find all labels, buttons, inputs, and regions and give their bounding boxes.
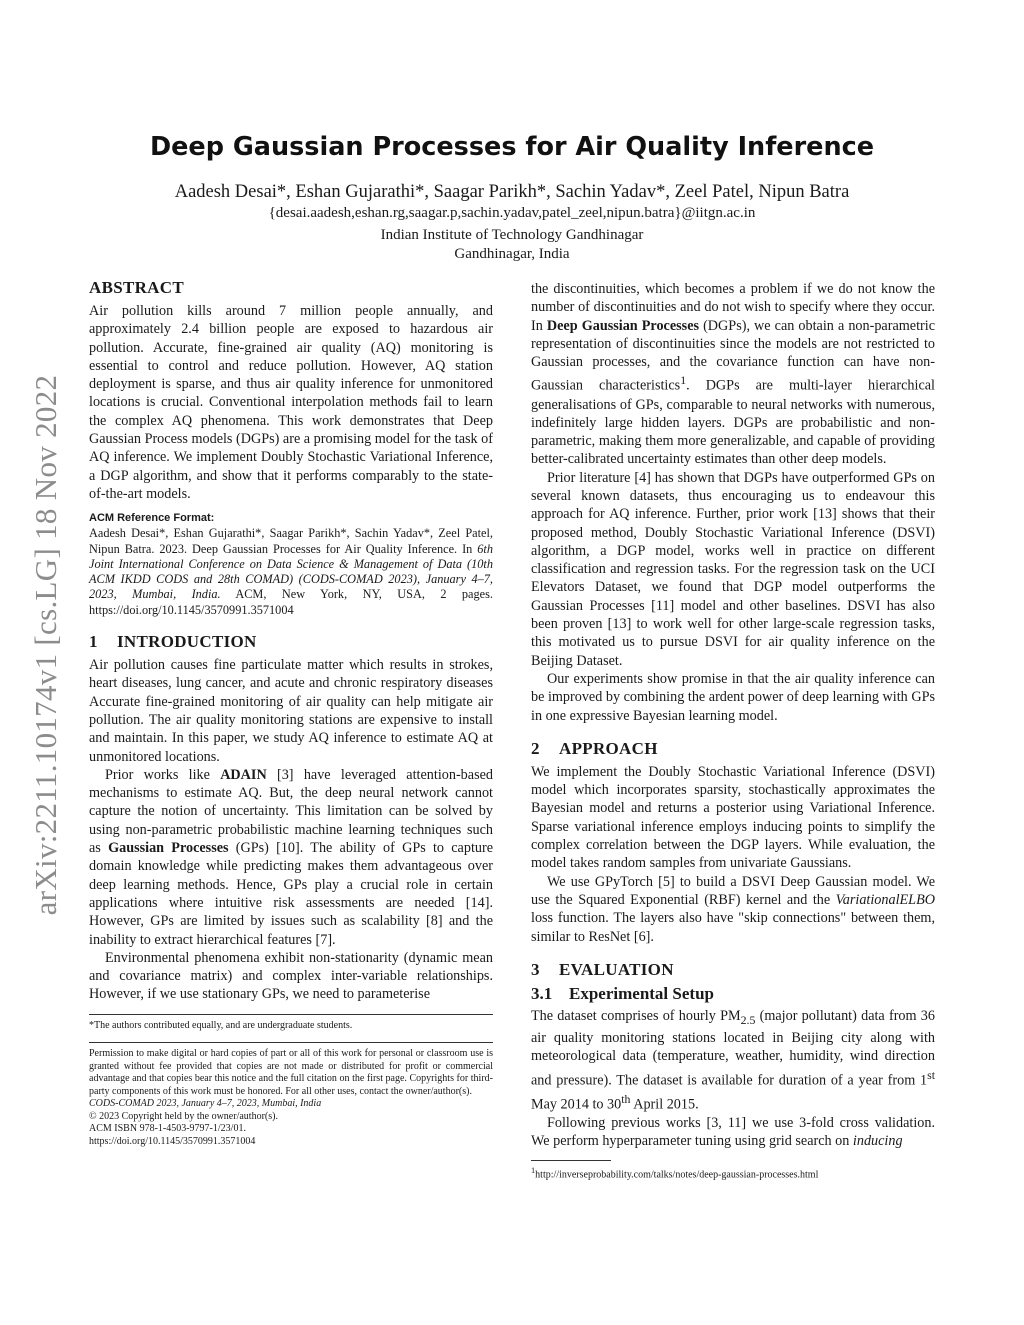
- location: Gandhinagar, India: [454, 246, 570, 262]
- isbn-line: ACM ISBN 978-1-4503-9797-1/23/01.: [89, 1123, 246, 1135]
- abstract-heading: ABSTRACT: [89, 278, 184, 297]
- ordinal-st: st: [927, 1067, 935, 1082]
- acm-reference-publisher: ACM, New York, NY, USA, 2 pages. https://doi.org/10.1145/3570991.3571004: [89, 587, 493, 617]
- url-footnote-link[interactable]: http://inverseprobability.com/talks/notes/deep-gaussian-processes.html: [535, 1169, 819, 1181]
- arxiv-identifier-text: arXiv:2211.10174v1 [cs.LG] 18 Nov 2022: [28, 374, 63, 916]
- approach-p2-elbo: VariationalELBO: [835, 891, 935, 908]
- paper-title: Deep Gaussian Processes for Air Quality Inference: [149, 132, 875, 162]
- acm-reference-text: [89, 526, 493, 618]
- evaluation-heading-text: EVALUATION: [559, 959, 674, 979]
- evaluation-paragraph-1: [531, 1007, 935, 1114]
- permission-venue-text: CODS-COMAD 2023, January 4–7, 2023, Mumbai, India: [89, 1098, 322, 1110]
- doi-link[interactable]: https://doi.org/10.1145/3570991.3571004: [89, 1135, 256, 1147]
- right-p1-c: (DGPs), we can obtain a non-parametric representation of discontinuities since the models are not restricted to Gaussian processes, and the covariance function can have non-Gaussian characteristics: [531, 317, 935, 395]
- right-paragraph-2: Prior literature [4] has shown that DGPs have outperformed GPs on several known datasets, thus encouraging us to endeavour this approach for AQ inference. Further, prior work [13] shows that their proposed method, Doubly Stochastic Variational Inference (DSVI) algorithm, a DGP model, works well in practice on different classification and regression tasks. For the regression task on the UCI Elevators Dataset, we found that DGP model outperforms the Gaussian Processes [11] model and other baselines. DSVI has also been proven [13] to work well for other large-scale regression tasks, this motivated us to pursue DSVI for air quality inference on the Beijing Dataset.: [531, 469, 935, 669]
- intro-p2-adain: ADAIN: [220, 766, 267, 783]
- arxiv-identifier: [26, 350, 66, 940]
- approach-number: 2: [531, 738, 540, 758]
- author-emails: {desai.aadesh,eshan.rg,saagar.p,sachin.yadav,patel_zeel,nipun.batra}@iitgn.ac.in: [268, 205, 756, 221]
- url-footnote-mark: 1: [531, 1166, 536, 1176]
- url-footnote-divider: [531, 1160, 611, 1161]
- acm-reference-heading: ACM Reference Format:: [89, 512, 215, 525]
- right-paragraph-3: Our experiments show promise in that the air quality inference can be improved by combining the ardent power of deep learning with GPs in one expressive Bayesian learning model.: [531, 670, 935, 724]
- abstract-text: Air pollution kills around 7 million people annually, and approximately 2.4 billion people are exposed to hazardous air pollution. Accurate, fine-grained air quality (AQ) monitoring is essential to control and reduce pollution. However, AQ station deployment is sparse, and thus air quality inference for unmonitored locations is crucial. Conventional interpolation methods fail to learn the complex AQ phenomena. This work demonstrates that Deep Gaussian Process models (DGPs) are a promising model for the task of AQ inference. We implement Doubly Stochastic Variational Inference, a DGP algorithm, and show that it performs comparably to the state-of-the-art models.: [89, 303, 493, 502]
- intro-number: 1: [89, 632, 98, 652]
- evaluation-paragraph-2: [531, 1114, 935, 1151]
- left-column: [89, 278, 493, 1148]
- equal-contribution-footnote: *The authors contributed equally, and are undergraduate students.: [89, 1019, 353, 1031]
- footnote-divider: [89, 1014, 493, 1015]
- footnote-mark[interactable]: 1: [680, 373, 687, 388]
- experimental-setup-heading: [531, 984, 935, 1004]
- approach-p2-a: We use GPyTorch [5] to build a DSVI Deep Gaussian model. We use the Squared Exponential (RBF) kernel and the: [531, 873, 935, 908]
- intro-p2-gp: Gaussian Processes: [108, 840, 229, 857]
- experimental-setup-heading-text: Experimental Setup: [569, 983, 714, 1003]
- eval-p2-inducing: inducing: [852, 1132, 903, 1149]
- pm-subscript: 2.5: [740, 1012, 756, 1027]
- right-p1-d: . DGPs are multi-layer hierarchical generalisations of GPs, comparable to neural networks with numerous, indefinitely large hidden layers. DGPs are probabilistic and non-parametric, making them more generalizable, and capable of providing better-calibrated uncertainty estimates than other deep models.: [531, 378, 935, 468]
- intro-heading: [89, 632, 493, 652]
- right-p1-a: the discontinuities, which becomes a problem if we do not know the number of discontinuities and do not wish to specify where they occur. In: [531, 281, 935, 334]
- copyright-line: © 2023 Copyright held by the owner/author(s).: [89, 1110, 278, 1122]
- evaluation-heading: [531, 960, 935, 980]
- approach-paragraph-1: We implement the Doubly Stochastic Variational Inference (DSVI) model which incorporates sparsity, stochastically approximates the Bayesian model and returns a posterior using Variational Inference. Sparse variational inference employs inducing points to simplify the complex correlation between the DGP layers. While evaluation, the model takes random samples from univariate Gaussians.: [531, 763, 935, 872]
- permission-divider: [89, 1042, 493, 1043]
- approach-heading: [531, 739, 935, 759]
- url-footnote: [531, 1165, 935, 1182]
- intro-paragraph-2: [89, 766, 493, 949]
- right-column: [531, 280, 935, 1182]
- eval-p2-a: Following previous works [3, 11] we use 3-fold cross validation. We perform hyperparameter tuning using grid search on: [531, 1114, 935, 1149]
- permission-notice: Permission to make digital or hard copies of part or all of this work for personal or classroom use is granted without fee provided that copies are not made or distributed for profit or commercial advantage and that copies bear this notice and the full citation on the first page. Copyrights for third-party components of this work must be honored. For all other uses, contact the owner/author(s).: [89, 1048, 493, 1097]
- approach-heading-text: APPROACH: [559, 738, 658, 758]
- permission-venue: [89, 1098, 493, 1111]
- right-p1-dgp: Deep Gaussian Processes: [546, 317, 700, 334]
- acm-reference-authors: Aadesh Desai*, Eshan Gujarathi*, Saagar Parikh*, Sachin Yadav*, Zeel Patel, Nipun Batra. 2023. Deep Gaussian Processes for Air Quality Inference. In: [89, 526, 493, 556]
- experimental-setup-number: 3.1: [531, 983, 553, 1003]
- eval-p1-d: April 2015.: [630, 1096, 699, 1113]
- approach-p2-c: loss function. The layers also have "skip connections" between them, similar to ResNet [6].: [531, 910, 935, 945]
- intro-heading-text: INTRODUCTION: [117, 632, 257, 652]
- intro-paragraph-3: Environmental phenomena exhibit non-stationarity (dynamic mean and covariance matrix) and complex inter-variable relationships. However, if we use stationary GPs, we need to parameterise: [89, 949, 493, 1003]
- ordinal-th: th: [621, 1091, 631, 1106]
- intro-paragraph-1: Air pollution causes fine particulate matter which results in strokes, heart diseases, lung cancer, and acute and chronic respiratory diseases Accurate fine-grained monitoring of air quality can help mitigate air pollution. The air quality monitoring stations are expensive to install and maintain. In this paper, we study AQ inference to estimate AQ at unmonitored locations.: [89, 657, 493, 765]
- intro-p2-c: [3] have leveraged attention-based mechanisms to estimate AQ. But, the deep neural network cannot capture the notion of uncertainty. This limitation can be solved by using non-parametric probabilistic machine learning techniques such as: [89, 766, 493, 857]
- acm-reference-venue: 6th Joint International Conference on Data Science & Management of Data (10th ACM IKDD CODS and 28th COMAD) (CODS-COMAD 2023), January 4–7, 2023, Mumbai, India.: [89, 541, 493, 602]
- intro-p2-a: Prior works like: [105, 766, 221, 783]
- affiliation: Indian Institute of Technology Gandhinagar: [380, 227, 644, 243]
- eval-p1-a: The dataset comprises of hourly PM: [531, 1007, 741, 1024]
- eval-p1-b: (major pollutant) data from 36 air quality monitoring stations located in Beijing city along with meteorological data (temperature, weather, humidity, wind direction and pressure). The dataset is available for duration of a year from 1: [531, 1007, 935, 1089]
- author-list: Aadesh Desai*, Eshan Gujarathi*, Saagar Parikh*, Sachin Yadav*, Zeel Patel, Nipun Batra: [174, 182, 850, 202]
- intro-p2-e: (GPs) [10]. The ability of GPs to capture domain knowledge while predicting makes them advantageous over deep learning methods. Hence, GPs play a crucial role in certain applications where intuitive risk assessments are needed [14]. However, GPs are limited by issues such as scalability [8] and the inability to extract hierarchical features [7].: [89, 840, 493, 948]
- right-paragraph-1: [531, 280, 935, 469]
- approach-paragraph-2: [531, 873, 935, 946]
- eval-p1-c: May 2014 to 30: [531, 1096, 622, 1113]
- evaluation-number: 3: [531, 959, 540, 979]
